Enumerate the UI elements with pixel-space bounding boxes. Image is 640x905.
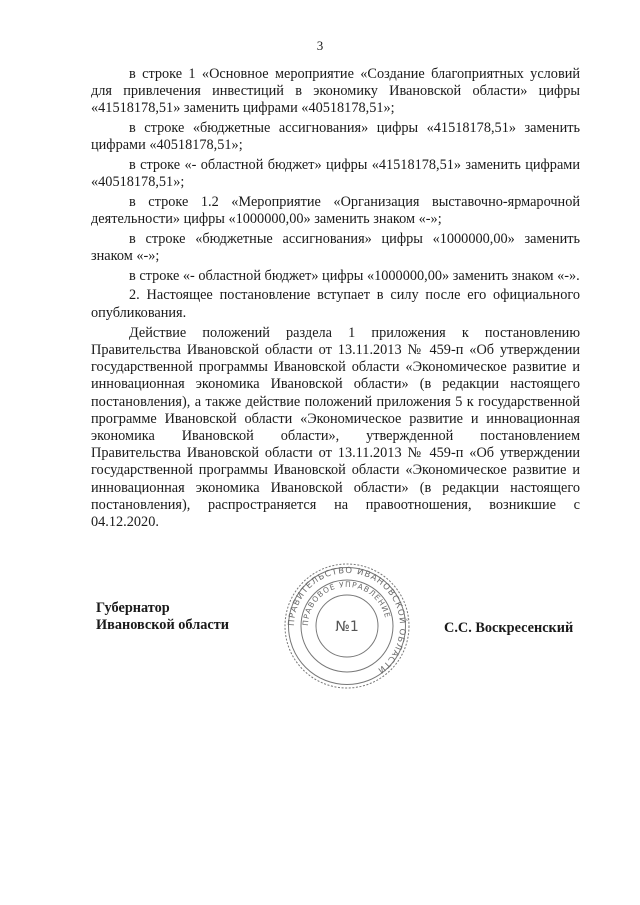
seal-outer-text: ПРАВИТЕЛЬСТВО ИВАНОВСКОЙ ОБЛАСТИ [286, 565, 408, 676]
page-number: 3 [316, 38, 324, 53]
signatory-title [96, 600, 229, 634]
paragraph-amend-budget-2: в строке «бюджетные ассигнования» цифры «1000000,00» заменить знаком «-»; [91, 230, 580, 265]
document-body [91, 66, 580, 534]
paragraph-amend-regional: в строке «- областной бюджет» цифры «41518178,51» заменить цифрами «40518178,51»; [91, 157, 580, 191]
paragraph-amend-line-1-2: в строке 1.2 «Мероприятие «Организация выставочно-ярмарочной деятельности» цифры «1000000,00» заменить знаком «-»; [91, 193, 580, 228]
paragraph-retroactive: Действие положений раздела 1 приложения к постановлению Правительства Ивановской области от 13.11.2013 № 459-п «Об утверждении государственной программы Ивановской области «Экономическое развитие и инновационная экономика Ивановской области» (в редакции настоящего постановления), а также действие положений приложения 5 к государственной программе Ивановской области «Экономическое развитие и инновационная экономика Ивановской области», утвержденной постановлением Правительства Ивановской области от 13.11.2013 № 459-п «Об утверждении государственной программы Ивановской области «Экономическое развитие и инновационная экономика Ивановской области» (в редакции настоящего постановления), распространяется на правоотношения, возникшие с 04.12.2020. [91, 324, 580, 531]
signatory-name: С.С. Воскресенский [444, 620, 574, 636]
seal-center-number: №1 [335, 619, 359, 635]
official-seal-stamp [283, 562, 411, 690]
signatory-title-line2: Ивановской области [96, 617, 229, 633]
seal-inner-text: ПРАВОВОЕ УПРАВЛЕНИЕ [300, 579, 393, 627]
paragraph-amend-budget: в строке «бюджетные ассигнования» цифры «41518178,51» заменить цифрами «40518178,51»; [91, 120, 580, 154]
signatory-title-line1: Губернатор [96, 600, 170, 616]
paragraph-amend-regional-2: в строке «- областной бюджет» цифры «1000000,00» заменить знаком «-». [129, 267, 580, 284]
paragraph-amend-line-1: в строке 1 «Основное мероприятие «Создание благоприятных условий для привлечения инвестиций в экономику Ивановской области» цифры «41518178,51» заменить цифрами «40518178,51»; [91, 66, 580, 117]
paragraph-effective-date: 2. Настоящее постановление вступает в силу после его официального опубликования. [91, 287, 580, 321]
